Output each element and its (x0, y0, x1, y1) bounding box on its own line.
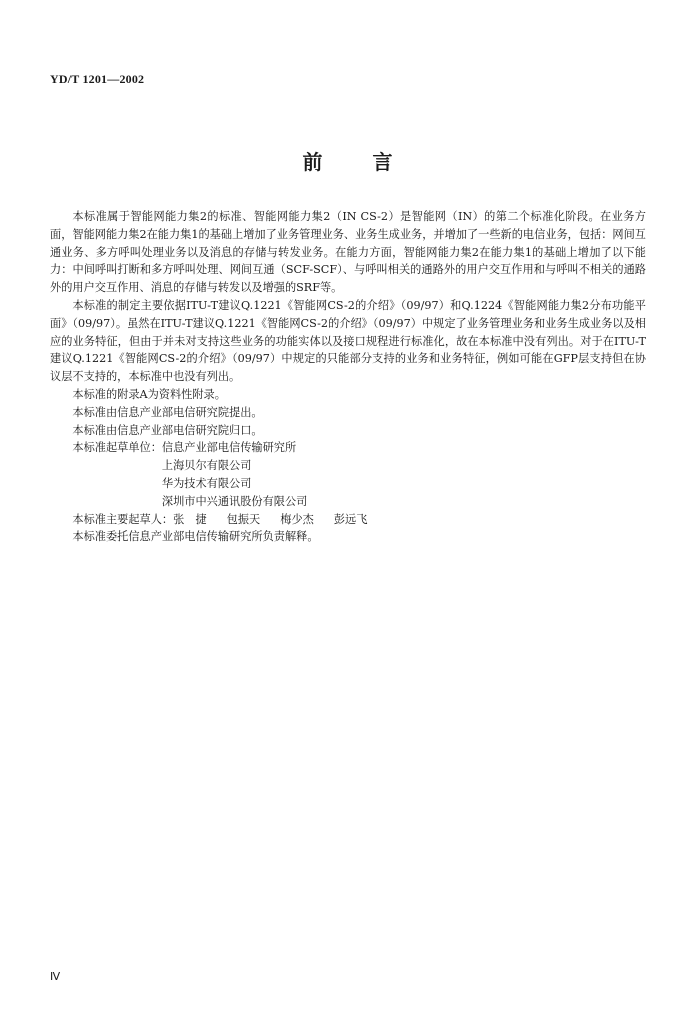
drafting-units (50, 439, 646, 510)
managed-by-note: 本标准由信息产业部电信研究院归口。 (72, 423, 263, 437)
standard-code: YD/T 1201—2002 (50, 72, 145, 86)
document-body (50, 208, 646, 546)
drafter-name: 彭远飞 (333, 512, 368, 526)
drafting-units-label: 本标准起草单位： (72, 441, 162, 455)
paragraph-scope: 本标准属于智能网能力集2的标准、智能网能力集2（IN CS-2）是智能网（IN）的第二个标准化阶段。在业务方面，智能网能力集2在能力集1的基础上增加了业务管理业务、业务生成业务，并增加了一些新的电信业务，包括：网间互通业务、多方呼叫处理业务以及消息的存储与转发业务。在能力方面，智能网能力集2在能力集1的基础上增加了以下能力：中间呼叫打断和多方呼叫处理、网间互通（SCF-SCF）、与呼叫相关的通路外的用户交互作用和与呼叫不相关的通路外的用户交互作用、消息的存储与转发以及增强的SRF等。 (50, 210, 646, 295)
drafting-unit: 上海贝尔有限公司 (161, 459, 252, 473)
drafting-unit: 信息产业部电信传输研究所 (161, 441, 297, 455)
drafting-units-list (162, 439, 307, 510)
page-title (0, 146, 695, 175)
drafter-name: 包振天 (226, 512, 261, 526)
drafting-unit: 华为技术有限公司 (161, 476, 252, 490)
main-drafters-label: 本标准主要起草人： (72, 512, 174, 526)
appendix-note: 本标准的附录A为资料性附录。 (72, 387, 226, 401)
drafting-unit: 深圳市中兴通讯股份有限公司 (161, 494, 308, 508)
paragraph-basis: 本标准的制定主要依据ITU-T建议Q.1221《智能网CS-2的介绍》（09/97）和Q.1224《智能网能力集2分布功能平面》（09/97）。虽然在ITU-T建议Q.1221《智能网CS-2的介绍》（09/97）中规定了业务管理业务和业务生成业务以及相应的业务特征，但由于并未对支持这些业务的功能实体以及接口规程进行标准化，故在本标准中没有列出。对于在ITU-T建议Q.1221《智能网CS-2的介绍》（09/97）中规定的只能部分支持的业务和业务特征，例如可能在GFP层支持但在协议层不支持的，本标准中也没有列出。 (50, 298, 646, 384)
main-drafters (50, 511, 646, 529)
page-number: Ⅳ (50, 971, 61, 983)
proposed-by-note: 本标准由信息产业部电信研究院提出。 (72, 405, 263, 419)
title-char-2: 言 (372, 150, 393, 174)
title-char-1: 前 (302, 150, 323, 174)
drafter-name: 梅少杰 (280, 512, 314, 526)
interpretation-note: 本标准委托信息产业部电信传输研究所负责解释。 (72, 530, 319, 544)
drafter-name: 张 捷 (173, 512, 207, 526)
